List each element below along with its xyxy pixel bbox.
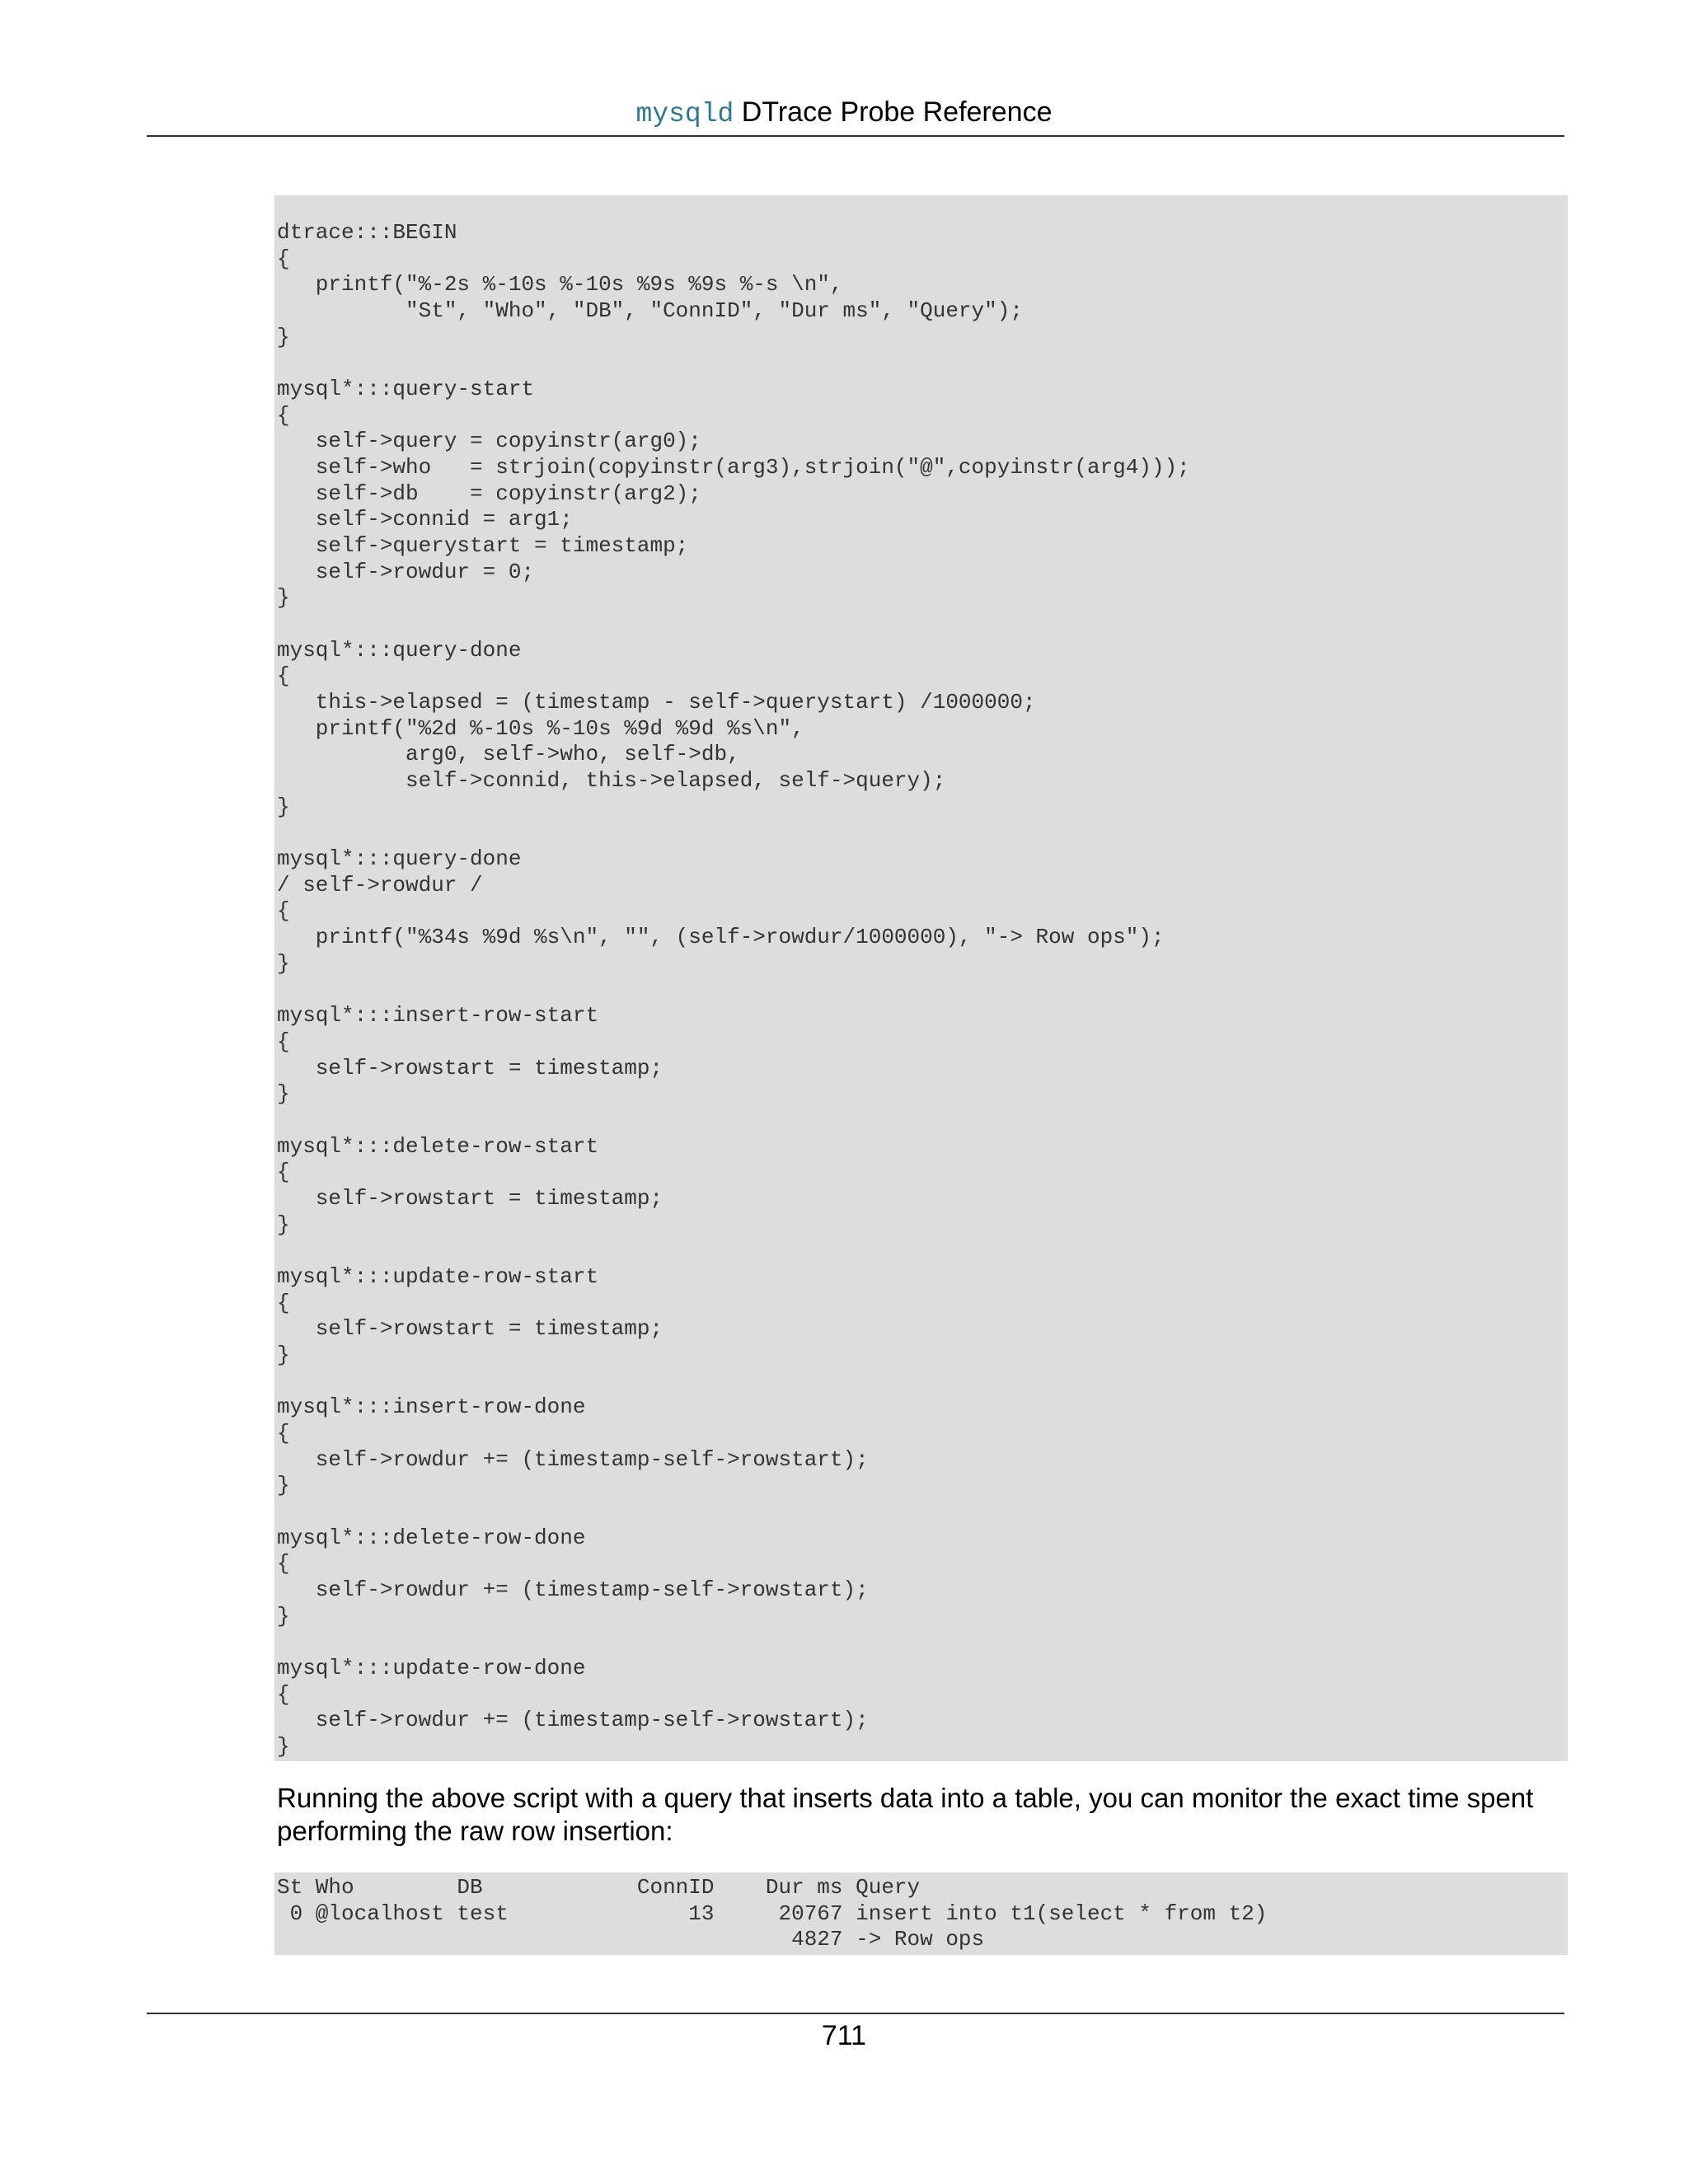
header-title: DTrace Probe Reference bbox=[734, 96, 1053, 128]
sample-output-code-block: St Who DB ConnID Dur ms Query 0 @localhost test 13 20767 insert into t1(select * from t2) 4827 -> Row ops bbox=[274, 1872, 1568, 1955]
page-header bbox=[0, 92, 1688, 134]
header-code-term: mysqld bbox=[635, 99, 734, 129]
dtrace-script-code-block: dtrace:::BEGIN { printf("%-2s %-10s %-10s %9s %9s %-s \n", "St", "Who", "DB", "ConnID", "Dur ms", "Query"); } mysql*:::query-start { self->query = copyinstr(arg0); self->who = strjoin(copyinstr(arg3),strjoin("@",copyinstr(arg4))); self->db = copyinstr(arg2); self->connid = arg1; self->querystart = timestamp; self->rowdur = 0; } mysql*:::query-done { this->elapsed = (timestamp - self->querystart) /1000000; printf("%2d %-10s %-10s %9d %9d %s\n", arg0, self->who, self->db, self->connid, this->elapsed, self->query); } mysql*:::query-done / self->rowdur / { printf("%34s %9d %s\n", "", (self->rowdur/1000000), "-> Row ops"); } mysql*:::insert-row-start { self->rowstart = timestamp; } mysql*:::delete-row-start { self->rowstart = timestamp; } mysql*:::update-row-start { self->rowstart = timestamp; } mysql*:::insert-row-done { self->rowdur += (timestamp-self->rowstart); } mysql*:::delete-row-done { self->rowdur += (timestamp-self->rowstart); } mysql*:::update-row-done { self->rowdur += (timestamp-self->rowstart); } bbox=[274, 195, 1568, 1761]
header-rule bbox=[147, 135, 1564, 137]
body-paragraph: Running the above script with a query that inserts data into a table, you can monitor the exact time spent performing the raw row insertion: bbox=[277, 1783, 1534, 1846]
page-number: 711 bbox=[821, 2020, 867, 2051]
footer-rule bbox=[147, 2013, 1564, 2014]
